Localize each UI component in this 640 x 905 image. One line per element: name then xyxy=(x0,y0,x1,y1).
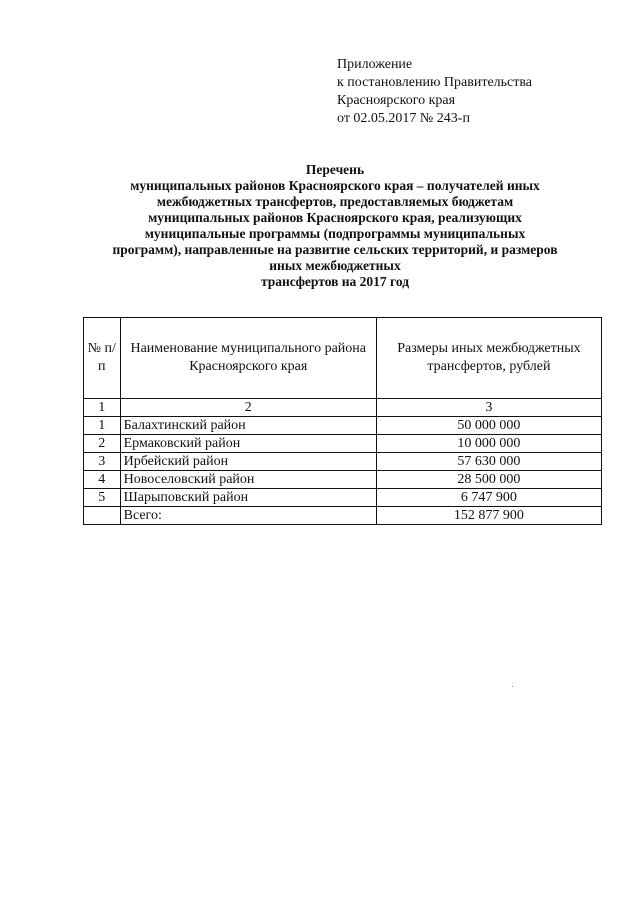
appendix-line-3: Красноярского края xyxy=(337,93,456,108)
row-district-name: Новоселовский район xyxy=(120,471,376,489)
appendix-line-1: Приложение xyxy=(337,57,413,72)
row-number: 5 xyxy=(84,489,121,507)
row-amount: 57 630 000 xyxy=(376,453,601,471)
header-district-name: Наименование муниципального района Красноярского края xyxy=(120,318,376,399)
column-numbers-row xyxy=(84,399,602,417)
appendix-line-2: к постановлению Правительства xyxy=(337,75,533,90)
appendix-line-4: от 02.05.2017 № 243-п xyxy=(337,111,470,126)
row-amount: 6 747 900 xyxy=(376,489,601,507)
row-district-name: Шарыповский район xyxy=(120,489,376,507)
table-row xyxy=(84,417,602,435)
table-row xyxy=(84,489,602,507)
title-line-3: межбюджетных трансфертов, предоставляемых бюджетам xyxy=(156,194,514,209)
table-row xyxy=(84,471,602,489)
row-number: 4 xyxy=(84,471,121,489)
table-row xyxy=(84,435,602,453)
title-line-2: муниципальных районов Красноярского края – получателей иных xyxy=(130,178,540,193)
column-number-1: 1 xyxy=(84,399,121,417)
title-line-1: Перечень xyxy=(305,162,365,177)
row-number: 1 xyxy=(84,417,121,435)
row-amount: 28 500 000 xyxy=(376,471,601,489)
table-header-row xyxy=(84,318,602,399)
title-line-8: трансфертов на 2017 год xyxy=(260,274,410,289)
total-row xyxy=(84,507,602,525)
table-row xyxy=(84,453,602,471)
total-amount: 152 877 900 xyxy=(376,507,601,525)
column-number-3: 3 xyxy=(376,399,601,417)
title-line-4: муниципальных районов Красноярского края, реализующих xyxy=(148,210,522,225)
row-district-name: Балахтинский район xyxy=(120,417,376,435)
title-line-6: программ), направленные на развитие сельских территорий, и размеров xyxy=(112,242,558,257)
title-line-7: иных межбюджетных xyxy=(269,258,401,273)
appendix-block xyxy=(337,56,532,128)
total-number xyxy=(84,507,121,525)
row-number: 2 xyxy=(84,435,121,453)
document-title xyxy=(80,162,590,290)
row-amount: 10 000 000 xyxy=(376,435,601,453)
column-number-2: 2 xyxy=(120,399,376,417)
row-district-name: Ирбейский район xyxy=(120,453,376,471)
total-label: Всего: xyxy=(120,507,376,525)
row-amount: 50 000 000 xyxy=(376,417,601,435)
title-line-5: муниципальные программы (подпрограммы муниципальных xyxy=(144,226,526,241)
row-district-name: Ермаковский район xyxy=(120,435,376,453)
scan-speck xyxy=(512,686,513,687)
row-number: 3 xyxy=(84,453,121,471)
header-amount: Размеры иных межбюджетных трансфертов, рублей xyxy=(376,318,601,399)
transfers-table xyxy=(83,317,602,525)
header-number: № п/п xyxy=(84,318,121,399)
